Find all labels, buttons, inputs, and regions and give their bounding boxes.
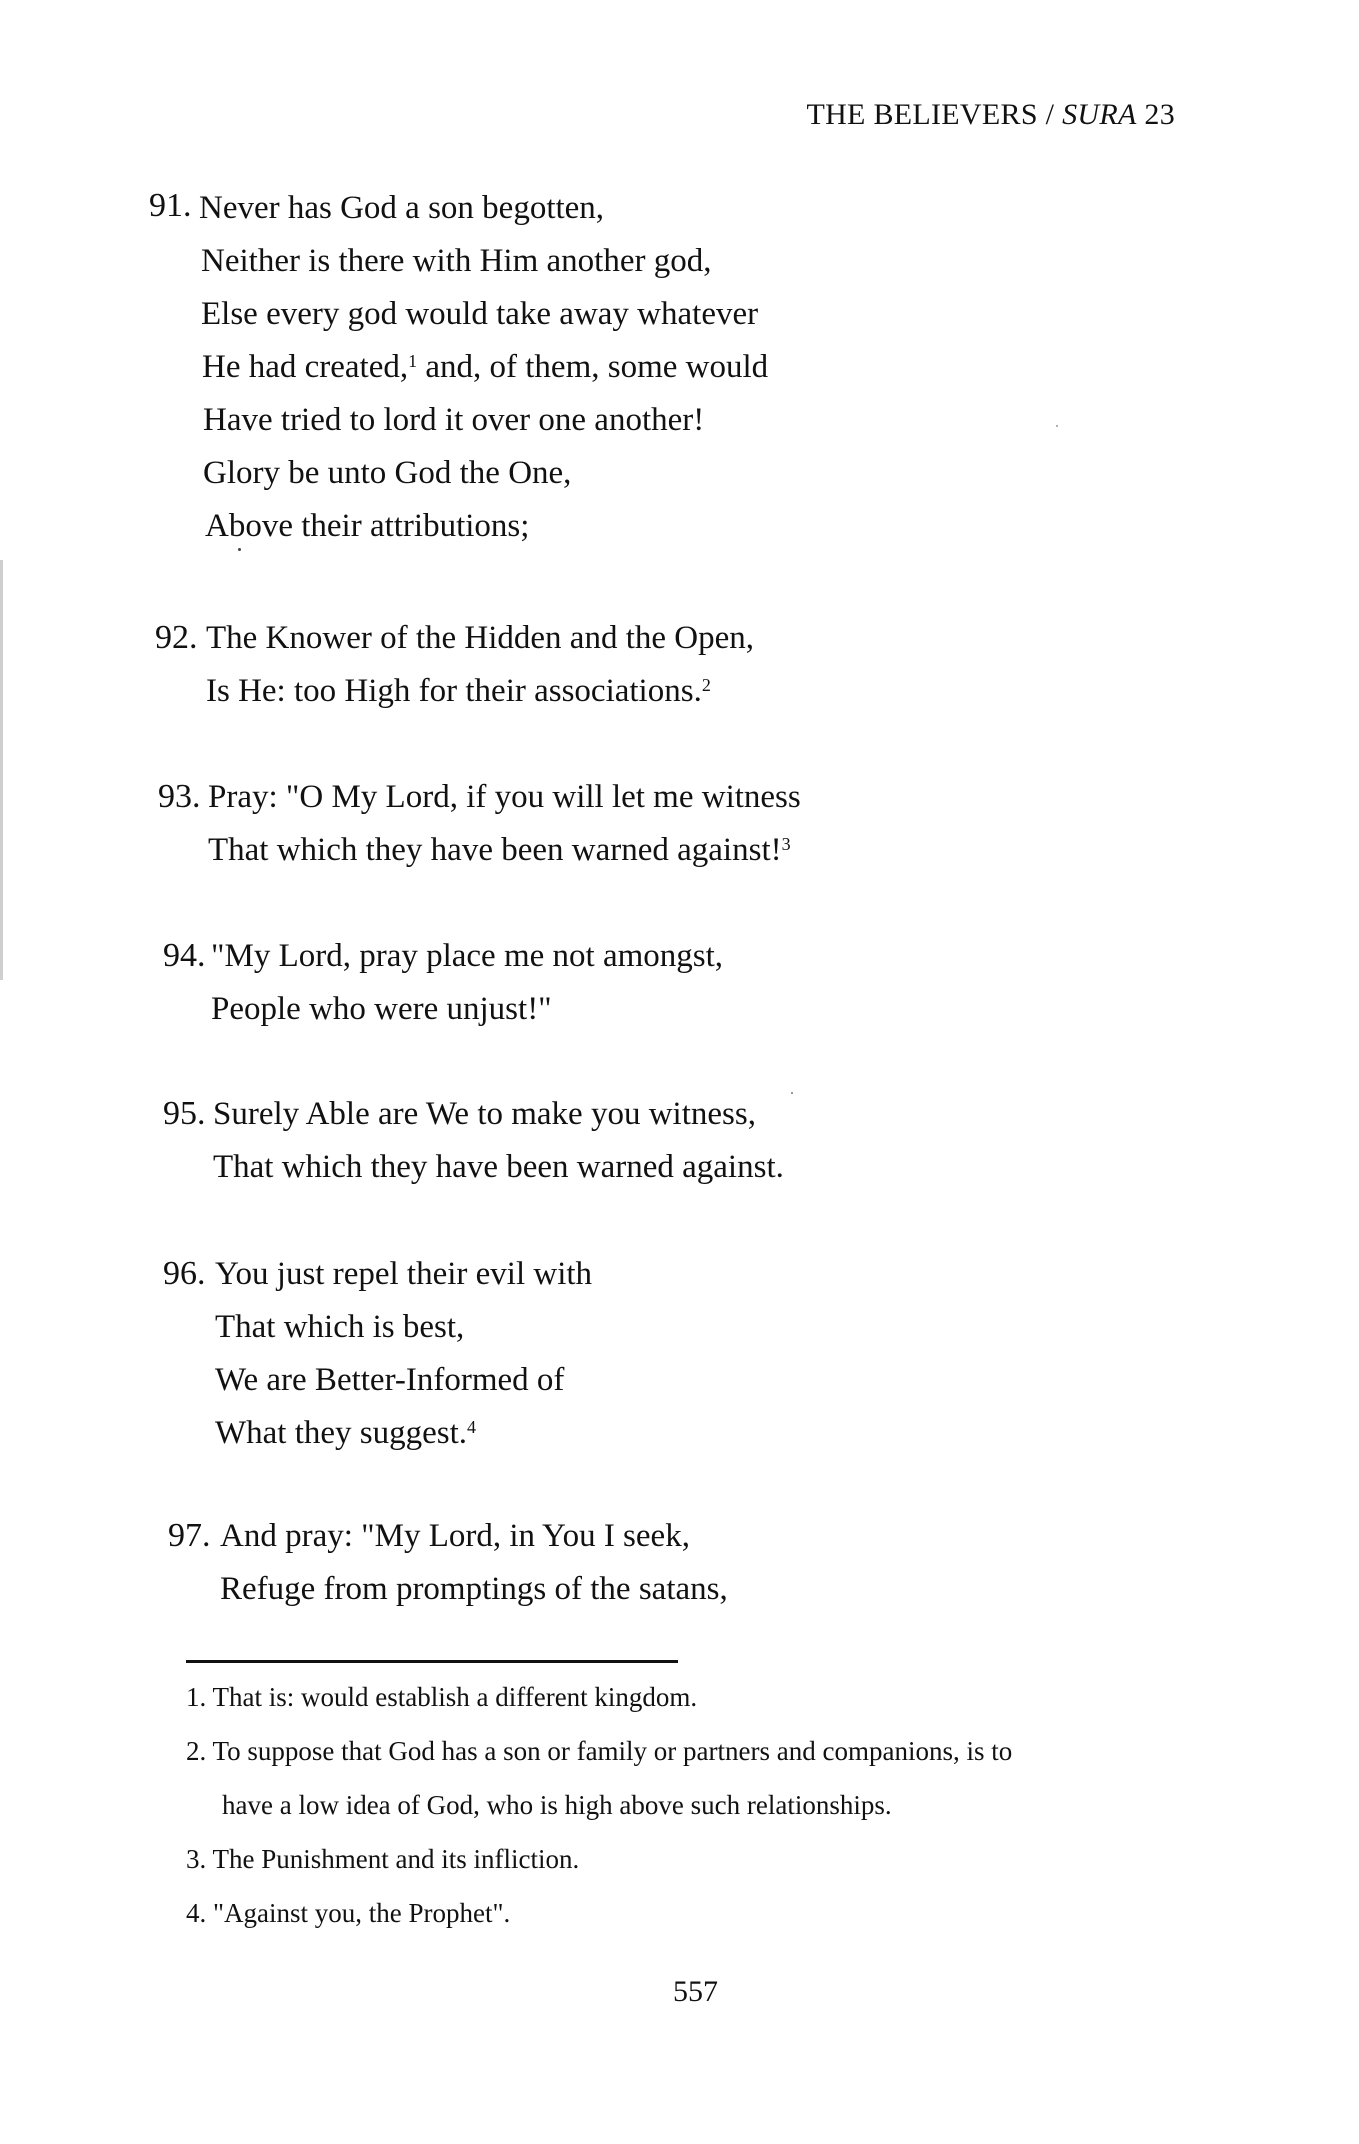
verse-line — [206, 665, 754, 718]
verse-line-text: He had created, — [202, 349, 409, 385]
footnote-text: The Punishment and its infliction. — [212, 1844, 580, 1874]
verse-line: Else every god would take away whatever — [201, 296, 759, 332]
verse-line: People who were unjust!" — [211, 991, 552, 1027]
footnote-2 — [186, 1724, 1012, 1778]
verse-line: Surely Able are We to make you witness, — [213, 1096, 756, 1132]
scan-edge-shadow — [0, 560, 3, 980]
verse-number: 92. — [155, 619, 198, 656]
verse-number: 91. — [149, 187, 192, 224]
verse-line: Pray: "O My Lord, if you will let me witness — [208, 779, 801, 815]
running-head — [806, 98, 1175, 132]
verse-number: 95. — [163, 1095, 206, 1132]
footnote-label: 1. — [186, 1682, 207, 1712]
running-head-sura-label: SURA — [1062, 98, 1137, 131]
footnote-text: To suppose that God has a son or family or partners and companions, is to — [212, 1736, 1013, 1766]
footnote-divider — [186, 1660, 678, 1663]
running-head-title: THE BELIEVERS / — [806, 98, 1055, 131]
verse-line: Have tried to lord it over one another! — [203, 402, 705, 438]
scan-speck — [238, 548, 241, 551]
verse-line: Neither is there with Him another god, — [201, 243, 712, 279]
verse-line: We are Better-Informed of — [215, 1362, 565, 1398]
verse-line: Above their attributions; — [205, 508, 530, 544]
verse-line: The Knower of the Hidden and the Open, — [206, 620, 754, 656]
footnote-ref-4[interactable]: 4 — [467, 1417, 477, 1437]
footnote-label: 3. — [186, 1844, 207, 1874]
verse-number: 93. — [158, 778, 201, 815]
footnote-ref-3[interactable]: 3 — [781, 834, 791, 854]
footnote-3 — [186, 1832, 1012, 1886]
verse-line-text: That which they have been warned against! — [208, 832, 782, 868]
verse-line-text: Is He: too High for their associations. — [206, 673, 702, 709]
footnote-text: have a low idea of God, who is high above such relationships. — [222, 1790, 892, 1820]
verse-line-text: and, of them, some would — [417, 349, 769, 385]
scan-speck — [791, 1092, 793, 1094]
footnote-ref-2[interactable]: 2 — [701, 675, 711, 695]
verse-line: "My Lord, pray place me not amongst, — [211, 938, 724, 974]
verse-line: And pray: "My Lord, in You I seek, — [220, 1518, 690, 1554]
verse-line: Refuge from promptings of the satans, — [220, 1571, 728, 1607]
footnotes — [186, 1670, 1012, 1940]
footnote-text: That is: would establish a different kingdom. — [212, 1682, 698, 1712]
verse-line-text: What they suggest. — [215, 1415, 468, 1451]
verse-line: That which they have been warned against. — [213, 1149, 784, 1185]
verse-number: 96. — [163, 1255, 206, 1292]
footnote-2-continued — [186, 1778, 1012, 1832]
running-head-sura-number: 23 — [1144, 98, 1175, 131]
verse-number: 97. — [168, 1517, 211, 1554]
verse-line — [215, 1407, 592, 1460]
footnote-4 — [186, 1886, 1012, 1940]
footnote-label: 2. — [186, 1736, 207, 1766]
verse-line: You just repel their evil with — [215, 1256, 593, 1292]
scan-speck — [1056, 425, 1058, 427]
verse-line — [208, 824, 801, 877]
verse-line — [202, 341, 768, 394]
verse-line: That which is best, — [215, 1309, 465, 1345]
footnote-label: 4. — [186, 1898, 207, 1928]
footnote-ref-1[interactable]: 1 — [408, 351, 418, 371]
verse-line: Never has God a son begotten, — [199, 190, 605, 226]
footnote-text: "Against you, the Prophet". — [213, 1898, 511, 1928]
footnote-1 — [186, 1670, 1012, 1724]
page-number: 557 — [673, 1975, 718, 2008]
verse-number: 94. — [163, 937, 206, 974]
verse-line: Glory be unto God the One, — [203, 455, 572, 491]
